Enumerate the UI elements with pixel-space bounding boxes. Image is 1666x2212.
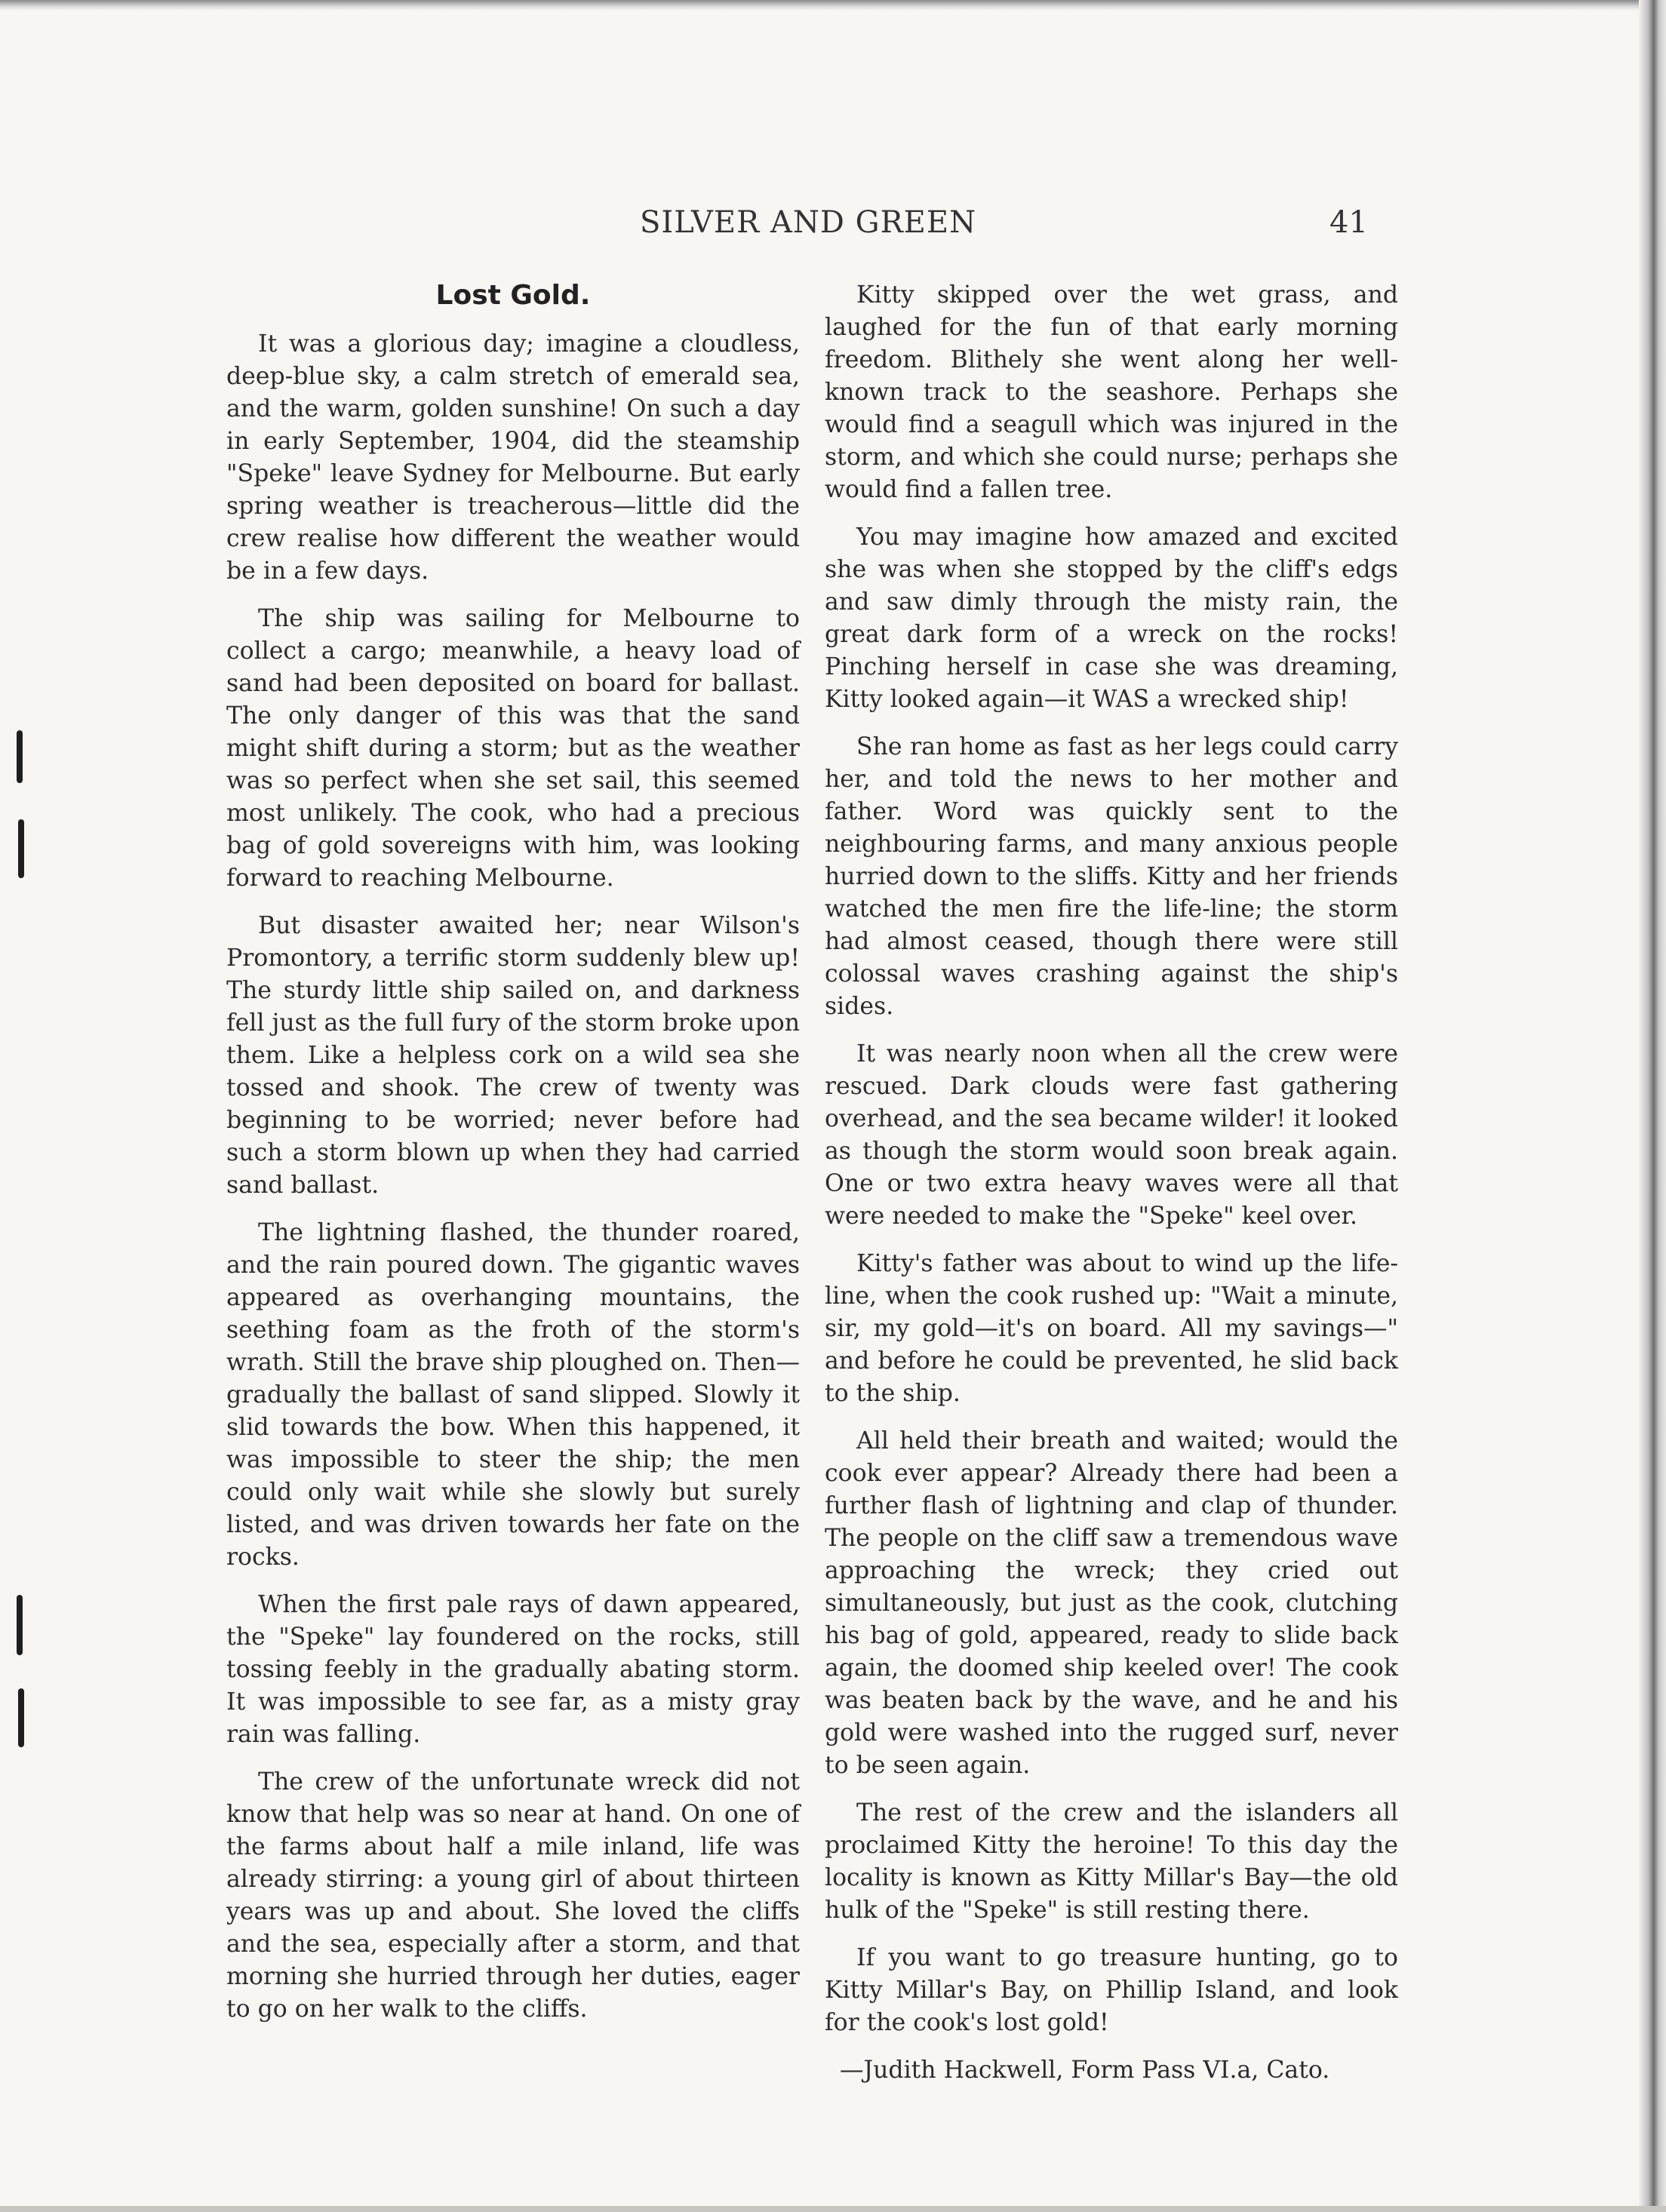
paragraph: The ship was sailing for Melbourne to collect a cargo; meanwhile, a heavy load of sand had been deposited on board for ballast. The only danger of this was that the sand might shift during a storm; but as the weather was so perfect when she set sail, this seemed most unlikely. The cook, who had a precious bag of gold sovereigns with him, was looking forward to reaching Melbourne. xyxy=(226,605,800,892)
right-column xyxy=(825,279,1398,2102)
paragraph: She ran home as fast as her legs could carry her, and told the news to her mother and father. Word was quickly sent to the neighbouring farms, and many anxious people hurried down to the sliffs. Kitty and her friends watched the men fire the life-line; the storm had almost ceased, though there were still colossal waves crashing against the ship's sides. xyxy=(825,733,1398,1020)
paragraph: But disaster awaited her; near Wilson's Promontory, a terrific storm suddenly blew up! The sturdy little ship sailed on, and darkness fell just as the full fury of the storm broke upon them. Like a helpless cork on a wild sea she tossed and shook. The crew of twenty was beginning to be worried; never before had such a storm blown up when they had carried sand ballast. xyxy=(226,912,800,1199)
page-right-edge xyxy=(1639,0,1666,2212)
article-title: Lost Gold. xyxy=(435,280,591,311)
paragraph: The lightning flashed, the thunder roared, and the rain poured down. The gigantic waves appeared as overhanging mountains, the seething foam as the froth of the storm's wrath. Still the brave ship ploughed on. Then—gradually the ballast of sand slipped. Slowly it slid towards the bow. When this happened, it was impossible to steer the ship; the men could only wait while she slowly but surely listed, and was driven towards her fate on the rocks. xyxy=(226,1219,800,1571)
paragraph: It was a glorious day; imagine a cloudless, deep-blue sky, a calm stretch of emerald sea, and the warm, golden sunshine! On such a day in early September, 1904, did the steamship "Speke" leave Sydney for Melbourne. But early spring weather is treacherous—little did the crew realise how different the weather would be in a few days. xyxy=(226,330,800,585)
paragraph: You may imagine how amazed and excited she was when she stopped by the cliff's edgs and saw dimly through the misty rain, the great dark form of a wreck on the rocks! Pinching herself in case she was dreaming, Kitty looked again—it WAS a wrecked ship! xyxy=(825,524,1398,713)
paragraph: It was nearly noon when all the crew were rescued. Dark clouds were fast gathering overhead, and the sea became wilder! it looked as though the storm would soon break again. One or two extra heavy waves were all that were needed to make the "Speke" keel over. xyxy=(825,1040,1398,1230)
paragraph: The crew of the unfortunate wreck did not know that help was so near at hand. On one of the farms about half a mile inland, life was already stirring: a young girl of about thirteen years was up and about. She loved the cliffs and the sea, especially after a storm, and that morning she hurried through her duties, eager to go on her walk to the cliffs. xyxy=(226,1768,800,2023)
page-bottom-edge xyxy=(0,2206,1666,2212)
author-signature: —Judith Hackwell, Form Pass VI.a, Cato. xyxy=(840,2057,1330,2084)
binding-mark xyxy=(17,730,23,783)
paragraph: When the first pale rays of dawn appeared, the "Speke" lay foundered on the rocks, still tossing feebly in the gradually abating storm. It was impossible to see far, as a misty gray rain was falling. xyxy=(226,1591,800,1748)
binding-mark xyxy=(17,1595,23,1655)
binding-mark xyxy=(18,819,24,878)
paragraph: If you want to go treasure hunting, go to Kitty Millar's Bay, on Phillip Island, and look for the cook's lost gold! xyxy=(825,1944,1398,2036)
page-number: 41 xyxy=(1329,205,1368,240)
page-top-edge xyxy=(0,0,1652,11)
paragraph: The rest of the crew and the islanders all proclaimed Kitty the heroine! To this day the locality is known as Kitty Millar's Bay—the old hulk of the "Speke" is still resting there. xyxy=(825,1799,1398,1924)
left-column xyxy=(226,279,800,2041)
binding-mark xyxy=(18,1688,24,1747)
paragraph: All held their breath and waited; would the cook ever appear? Already there had been a further flash of lightning and clap of thunder. The people on the cliff saw a tremendous wave approaching the wreck; they cried out simultaneously, but just as the cook, clutching his bag of gold, appeared, ready to slide back again, the doomed ship keeled over! The cook was beaten back by the wave, and he and his gold were washed into the rugged surf, never to be seen again. xyxy=(825,1427,1398,1779)
paragraph: Kitty skipped over the wet grass, and laughed for the fun of that early morning freedom. Blithely she went along her well-known track to the seashore. Perhaps she would find a seagull which was injured in the storm, and which she could nurse; perhaps she would find a fallen tree. xyxy=(825,281,1398,503)
paragraph: Kitty's father was about to wind up the life-line, when the cook rushed up: "Wait a minute, sir, my gold—it's on board. All my savings—" and before he could be prevented, he slid back to the ship. xyxy=(825,1250,1398,1407)
running-title: SILVER AND GREEN xyxy=(640,205,977,240)
